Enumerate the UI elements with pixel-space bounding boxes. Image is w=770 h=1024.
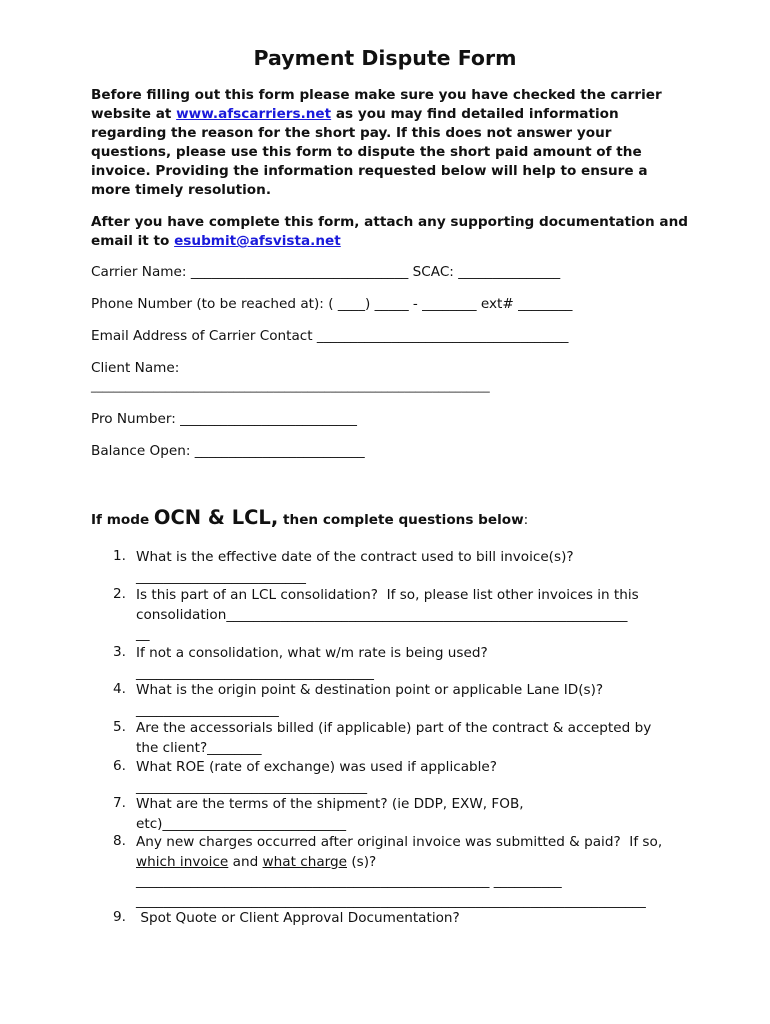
carriers-website-link[interactable]: www.afscarriers.net bbox=[176, 106, 332, 122]
question-number: 1. bbox=[113, 548, 126, 564]
question-number: 2. bbox=[113, 586, 126, 602]
question-number: 3. bbox=[113, 644, 126, 660]
pro-number-field[interactable]: Pro Number: __________________________ bbox=[91, 411, 357, 427]
mode-name: OCN & LCL, bbox=[153, 506, 279, 529]
question-number: 8. bbox=[113, 833, 126, 849]
question-text-cont[interactable]: consolidation___________________________________________________________ bbox=[136, 606, 628, 623]
balance-open-field[interactable]: Balance Open: _________________________ bbox=[91, 443, 365, 459]
answer-line[interactable]: ____________________________________________________ __________ bbox=[136, 873, 562, 889]
mode-suffix: : bbox=[523, 512, 529, 528]
question-3 bbox=[136, 644, 696, 683]
answer-line[interactable]: __ bbox=[136, 626, 150, 642]
submit-email-link[interactable]: esubmit@afsvista.net bbox=[174, 233, 341, 249]
question-number: 7. bbox=[113, 795, 126, 811]
question-text: Are the accessorials billed (if applicable) part of the contract & accepted by bbox=[136, 720, 652, 736]
answer-line[interactable]: etc)___________________________ bbox=[136, 815, 346, 832]
question-5 bbox=[136, 719, 696, 758]
answer-line[interactable]: the client?________ bbox=[136, 739, 262, 756]
charge-suffix-text: (s)? bbox=[347, 853, 377, 870]
question-number: 5. bbox=[113, 719, 126, 735]
answer-line[interactable]: _________________________ bbox=[136, 568, 306, 585]
attach-paragraph bbox=[91, 213, 691, 251]
question-text: What is the origin point & destination point or applicable Lane ID(s)? bbox=[136, 682, 604, 698]
and-text: and bbox=[228, 853, 263, 870]
question-8 bbox=[136, 833, 696, 911]
question-text: Any new charges occurred after original invoice was submitted & paid? If so, bbox=[136, 834, 663, 850]
question-number: 6. bbox=[113, 758, 126, 774]
carrier-name-field[interactable]: Carrier Name: ________________________________ SCAC: _______________ bbox=[91, 264, 561, 280]
question-text: What are the terms of the shipment? (ie DDP, EXW, FOB, bbox=[136, 796, 524, 812]
intro-paragraph bbox=[91, 86, 691, 200]
question-9 bbox=[136, 909, 696, 929]
question-number: 4. bbox=[113, 681, 126, 697]
question-text: What ROE (rate of exchange) was used if applicable? bbox=[136, 759, 498, 775]
question-7 bbox=[136, 795, 696, 834]
answer-line[interactable]: _____________________ bbox=[136, 701, 279, 718]
mode-middle: then complete questions below bbox=[278, 512, 524, 528]
page-title: Payment Dispute Form bbox=[253, 46, 517, 70]
client-name-field[interactable]: ______________________________________________________________________ bbox=[91, 379, 490, 393]
question-text: Spot Quote or Client Approval Documentation? bbox=[136, 910, 460, 926]
question-text: Is this part of an LCL consolidation? If so, please list other invoices in this bbox=[136, 587, 639, 603]
question-text: What is the effective date of the contract used to bill invoice(s)? bbox=[136, 549, 574, 565]
question-2 bbox=[136, 586, 696, 645]
answer-line[interactable]: ___________________________________ bbox=[136, 664, 374, 681]
answer-line[interactable]: ___________________________________________________________________________ bbox=[136, 892, 646, 909]
client-name-label: Client Name: bbox=[91, 360, 180, 376]
question-4 bbox=[136, 681, 696, 720]
intro-text-1: Before filling out this form please make sure you have checked the carrier website at bbox=[91, 87, 662, 122]
question-6 bbox=[136, 758, 696, 797]
what-charge-text: what charge bbox=[262, 853, 347, 870]
question-text: If not a consolidation, what w/m rate is being used? bbox=[136, 645, 488, 661]
mode-heading bbox=[91, 506, 528, 529]
answer-line[interactable]: __________________________________ bbox=[136, 778, 368, 795]
attach-text: After you have complete this form, attach any supporting documentation and email it to bbox=[91, 214, 689, 249]
intro-text-2: as you may find detailed information regarding the reason for the short pay. If this does not answer your questions, please use this form to dispute the short paid amount of the invoice. Providing the information requested below will help to ensure a more timely resolution. bbox=[91, 106, 648, 198]
which-invoice-text: which invoice bbox=[136, 853, 229, 870]
mode-prefix: If mode bbox=[91, 512, 154, 528]
phone-number-field[interactable]: Phone Number (to be reached at): ( ____) _____ - ________ ext# ________ bbox=[91, 296, 573, 312]
question-1 bbox=[136, 548, 696, 587]
question-number: 9. bbox=[113, 909, 126, 925]
email-address-field[interactable]: Email Address of Carrier Contact _____________________________________ bbox=[91, 328, 569, 344]
